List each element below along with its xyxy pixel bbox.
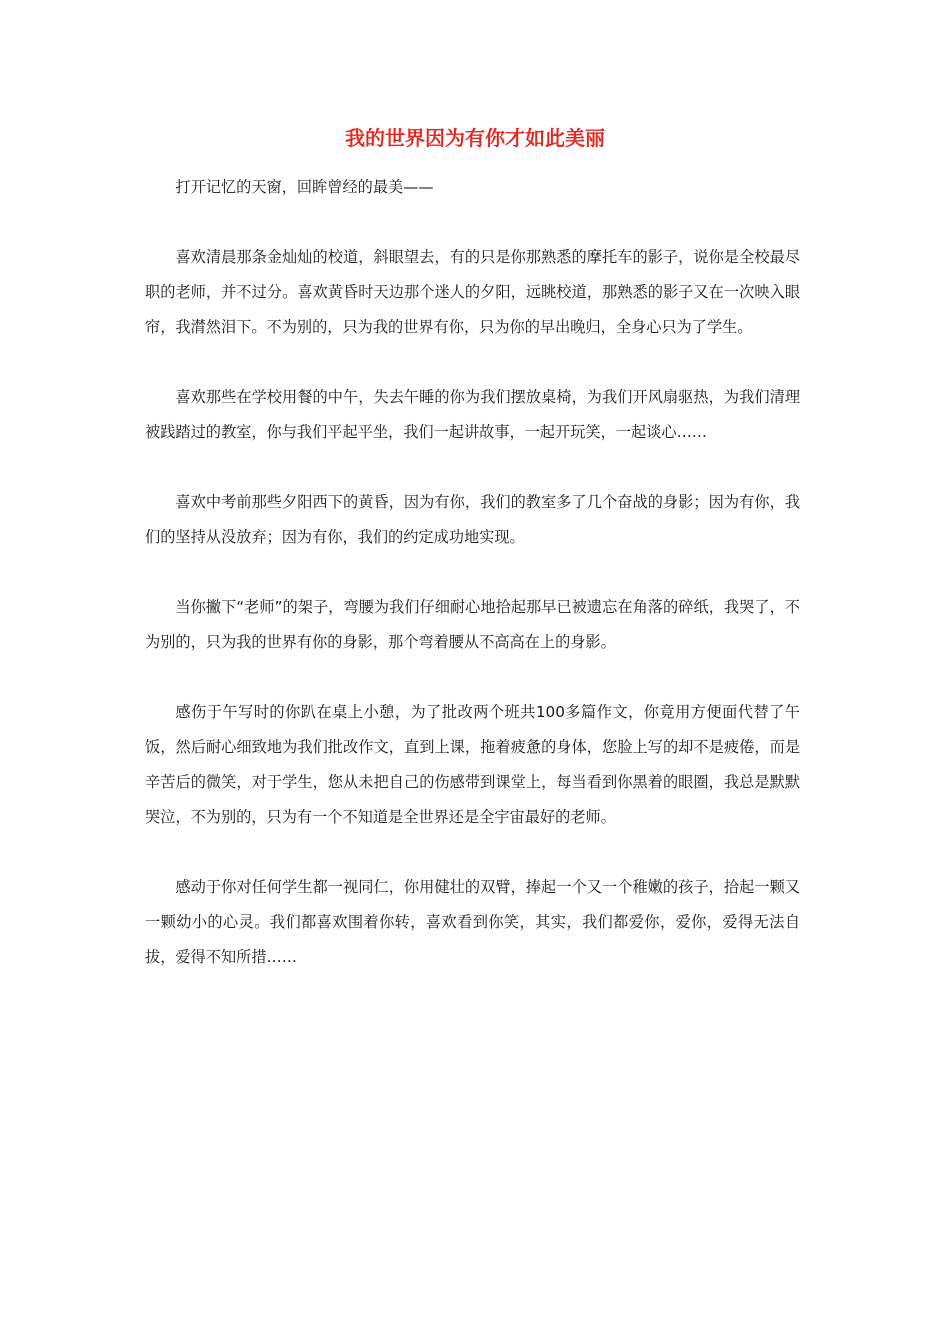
paragraph-3: 喜欢那些在学校用餐的中午，失去午睡的你为我们摆放桌椅，为我们开风扇驱热，为我们清理被践踏过的教室，你与我们平起平坐，我们一起讲故事，一起开玩笑，一起谈心…… xyxy=(145,388,800,441)
paragraph-7: 感动于你对任何学生都一视同仁，你用健壮的双臂，捧起一个又一个稚嫩的孩子，拾起一颗又一颗幼小的心灵。我们都喜欢围着你转，喜欢看到你笑，其实，我们都爱你，爱你，爱得无法自拔，爱得不知所措…… xyxy=(145,878,800,966)
document-body xyxy=(145,170,800,1010)
paragraph-6: 感伤于午写时的你趴在桌上小憩，为了批改两个班共100多篇作文，你竟用方便面代替了午饭，然后耐心细致地为我们批改作文，直到上课，拖着疲惫的身体，您脸上写的却不是疲倦，而是辛苦后的微笑，对于学生，您从未把自己的伤感带到课堂上，每当看到你黑着的眼圈，我总是默默哭泣，不为别的，只为有一个不知道是全世界还是全宇宙最好的老师。 xyxy=(145,703,800,826)
paragraph-5: 当你撇下“老师”的架子，弯腰为我们仔细耐心地拾起那早已被遗忘在角落的碎纸，我哭了，不为别的，只为我的世界有你的身影，那个弯着腰从不高高在上的身影。 xyxy=(145,598,800,651)
paragraph-2: 喜欢清晨那条金灿灿的校道，斜眼望去，有的只是你那熟悉的摩托车的影子，说你是全校最尽职的老师，并不过分。喜欢黄昏时天边那个迷人的夕阳，远眺校道，那熟悉的影子又在一次映入眼帘，我潸然泪下。不为别的，只为我的世界有你，只为你的早出晚归，全身心只为了学生。 xyxy=(145,248,800,336)
paragraph-4: 喜欢中考前那些夕阳西下的黄昏，因为有你，我们的教室多了几个奋战的身影；因为有你，我们的坚持从没放弃；因为有你，我们的约定成功地实现。 xyxy=(145,493,800,546)
paragraph-intro: 打开记忆的天窗，回眸曾经的最美—— xyxy=(175,178,434,196)
document-title: 我的世界因为有你才如此美丽 xyxy=(345,126,605,150)
